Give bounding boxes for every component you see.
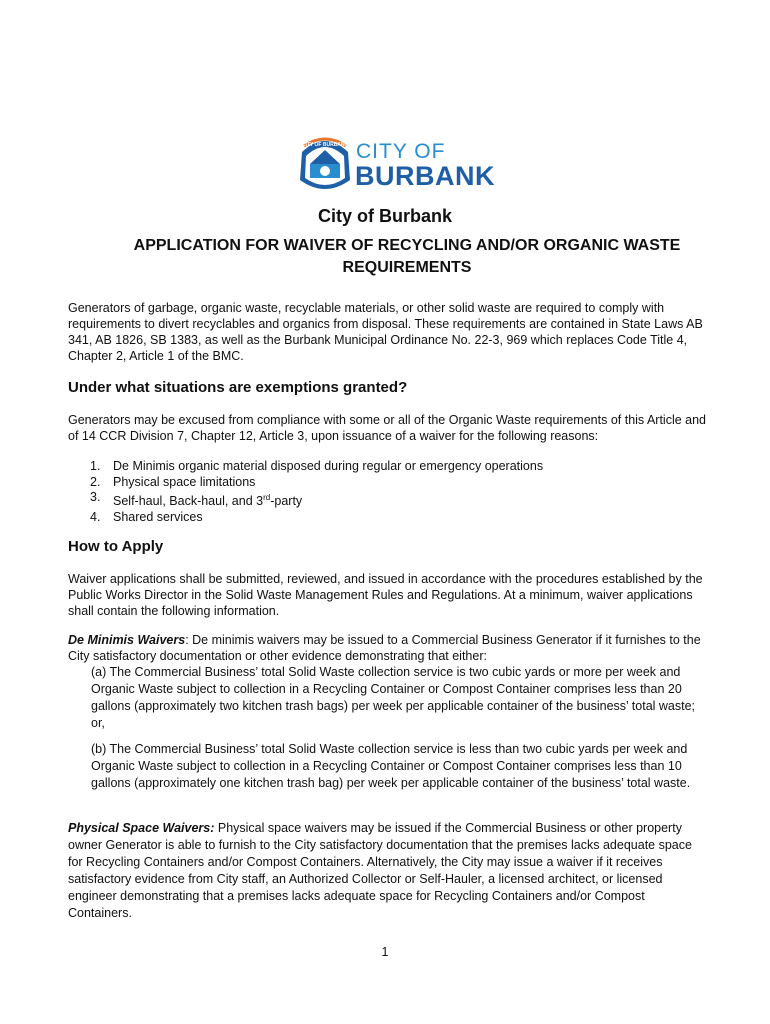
- seal-text: CITY OF BURBANK: [301, 142, 349, 148]
- logo-burbank: BURBANK: [355, 161, 495, 191]
- physical-label: Physical Space Waivers:: [68, 821, 215, 835]
- deminimis-option-a: (a) The Commercial Business’ total Solid Waste collection service is two cubic yards or more per week and Organic Waste subject to collection in a Recycling Container or Compost Container comprises less than 20 gallons (approximately two kitchen trash bags) per week per applicable container of the business’ total waste; or,: [91, 665, 696, 730]
- deminimis-paragraph: De Minimis Waivers: De minimis waivers may be issued to a Commercial Business Generator if it furnishes to the City satisfactory documentation or other evidence demonstrating that either:: [68, 633, 701, 663]
- logo-city-of: CITY OF: [356, 140, 446, 163]
- page-number: 1: [381, 945, 389, 959]
- intro-paragraph: Generators of garbage, organic waste, recyclable materials, or other solid waste are required to comply with requirements to divert recyclables and organics from disposal. These requirements are contained in State Laws AB 341, AB 1826, SB 1383, as well as the Burbank Municipal Ordinance No. 22-3, 969 which replaces Code Title 4, Chapter 2, Article 1 of the BMC.: [68, 301, 703, 363]
- apply-paragraph: Waiver applications shall be submitted, reviewed, and issued in accordance with the procedures established by the Public Works Director in the Solid Waste Management Rules and Regulations. At a minimum, waiver applications shall contain the following information.: [68, 572, 703, 618]
- deminimis-option-b: (b) The Commercial Business’ total Solid Waste collection service is less than two cubic yards per week and Organic Waste subject to collection in a Recycling Container or Compost Container comprises less than 10 gallons (approximately one kitchen trash bag) per week per applicable container of the business’ total waste.: [91, 742, 691, 790]
- document-title: City of Burbank: [317, 206, 452, 226]
- physical-paragraph: Physical Space Waivers: Physical space waivers may be issued if the Commercial Business or other property owner Generator is able to furnish to the City satisfactory documentation that the premises lacks adequate space for Recycling Containers and/or Compost Containers. Alternatively, the City may issue a waiver if it receives satisfactory evidence from City staff, an Authorized Collector or Self-Hauler, a licensed architect, or licensed engineer demonstrating that a premises lacks adequate space for Recycling Containers and/or Compost Containers.: [68, 821, 692, 920]
- exemptions-paragraph: Generators may be excused from compliance with some or all of the Organic Waste requirements of this Article and of 14 CCR Division 7, Chapter 12, Article 3, upon issuance of a waiver for the following reasons:: [68, 413, 707, 443]
- city-seal-icon: [296, 134, 354, 194]
- list-item: 4. Shared services: [90, 509, 203, 524]
- list-item: 1. De Minimis organic material disposed during regular or emergency operations: [90, 459, 544, 473]
- apply-heading: How to Apply: [68, 538, 164, 555]
- reasons-list: [68, 459, 543, 525]
- document-subtitle: APPLICATION FOR WAIVER OF RECYCLING AND/OR ORGANIC WASTE REQUIREMENTS: [133, 237, 681, 276]
- list-item: 2. Physical space limitations: [90, 474, 256, 489]
- city-logo: [294, 134, 498, 196]
- list-item: 3. Self-haul, Back-haul, and 3rd-party: [90, 490, 303, 509]
- deminimis-label: De Minimis Waivers: [68, 633, 186, 647]
- exemptions-heading: Under what situations are exemptions granted?: [68, 379, 408, 396]
